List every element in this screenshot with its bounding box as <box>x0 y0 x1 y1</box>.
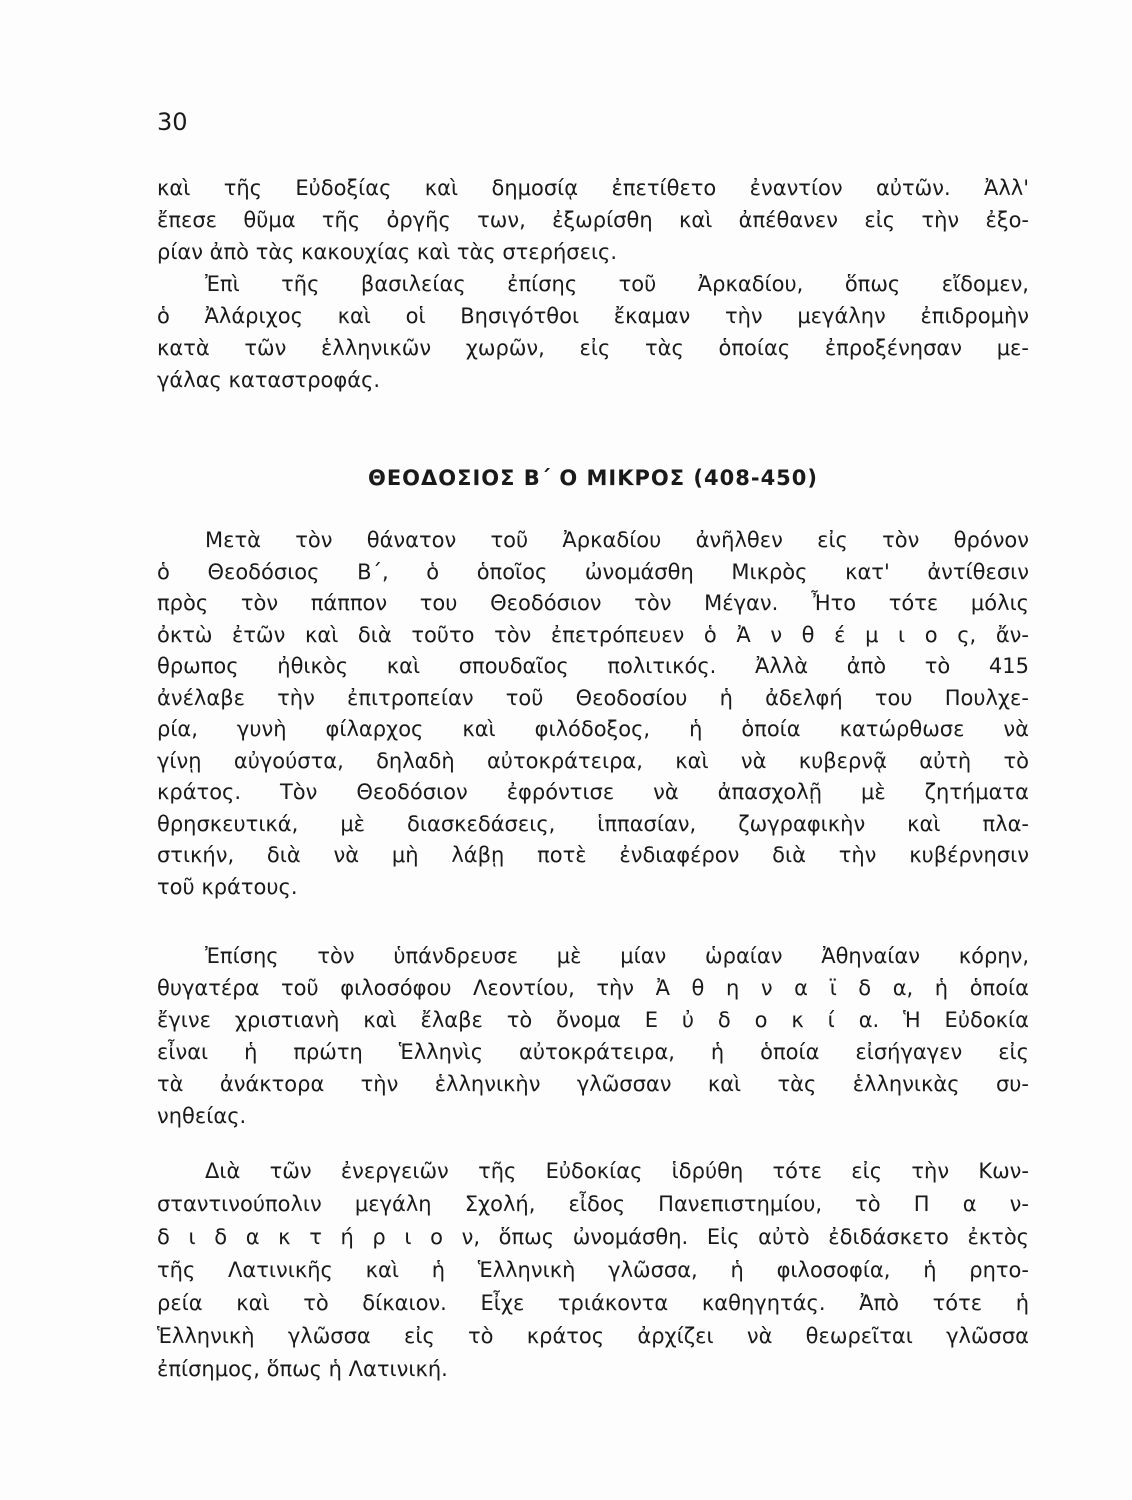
text-line: ρεία καὶ τὸ δίκαιον. Εἶχε τριάκοντα καθηγητάς. Ἀπὸ τότε ἡ <box>157 1291 1029 1315</box>
text-line: Ἑλληνικὴ γλῶσσα εἰς τὸ κράτος ἀρχίζει νὰ θεωρεῖται γλῶσσα <box>157 1324 1029 1348</box>
text-line: ρία, γυνὴ φίλαρχος καὶ φιλόδοξος, ἡ ὁποία κατώρθωσε νὰ <box>157 717 1029 741</box>
text-line: καὶ τῆς Εὐδοξίας καὶ δημοσίᾳ ἐπετίθετο ἐναντίον αὐτῶν. Ἀλλ' <box>157 176 1029 200</box>
text-line: Ἐπίσης τὸν ὑπάνδρευσε μὲ μίαν ὡραίαν Ἀθηναίαν κόρην, <box>205 944 1029 968</box>
text-line: ἐπίσημος, ὅπως ἡ Λατινική. <box>157 1357 448 1381</box>
text-line: τοῦ κράτους. <box>157 874 298 899</box>
text-line: πρὸς τὸν πάππον του Θεοδόσιον τὸν Μέγαν. Ἦτο τότε μόλις <box>157 591 1029 615</box>
text-line: ρίαν ἀπὸ τὰς κακουχίας καὶ τὰς στερήσεις. <box>157 240 618 264</box>
text-line: στικήν, διὰ νὰ μὴ λάβῃ ποτὲ ἐνδιαφέρον διὰ τὴν κυβέρνησιν <box>157 843 1029 867</box>
text-line: θρωπος ἠθικὸς καὶ σπουδαῖος πολιτικός. Ἀλλὰ ἀπὸ τὸ 415 <box>157 654 1029 678</box>
section-heading: ΘΕΟΔΟΣΙΟΣ Β΄ Ο ΜΙΚΡΟΣ (408-450) <box>367 466 819 490</box>
text-line: τὰ ἀνάκτορα τὴν ἑλληνικὴν γλῶσσαν καὶ τὰς ἑλληνικὰς συ- <box>157 1072 1029 1096</box>
text-line: ἔπεσε θῦμα τῆς ὀργῆς των, ἐξωρίσθη καὶ ἀπέθανεν εἰς τὴν ἐξο- <box>157 208 1029 232</box>
text-line: κράτος. Τὸν Θεοδόσιον ἐφρόντισε νὰ ἀπασχολῇ μὲ ζητήματα <box>157 780 1029 804</box>
text-line: ὁ Θεοδόσιος Β΄, ὁ ὁποῖος ὠνομάσθη Μικρὸς κατ' ἀντίθεσιν <box>157 559 1029 584</box>
text-line: Διὰ τῶν ἐνεργειῶν τῆς Εὐδοκίας ἱδρύθη τότε εἰς τὴν Κων- <box>205 1159 1029 1183</box>
text-line: γάλας καταστροφάς. <box>157 368 381 392</box>
text-line: θυγατέρα τοῦ φιλοσόφου Λεοντίου, τὴν Ἀ θ η ν α ϊ δ α, ἡ ὁποία <box>157 976 1029 1000</box>
paragraph-4 <box>157 940 1029 1132</box>
text-line: ἔγινε χριστιανὴ καὶ ἔλαβε τὸ ὄνομα Ε ὐ δ ο κ ί α. Ἡ Εὐδοκία <box>157 1008 1029 1032</box>
paragraph-1-and-2 <box>157 172 1029 396</box>
text-line: ὀκτὼ ἐτῶν καὶ διὰ τοῦτο τὸν ἐπετρόπευεν ὁ Ἀ ν θ έ μ ι ο ς, ἄν- <box>157 622 1029 647</box>
page-number: 30 <box>157 108 188 136</box>
text-line: Μετὰ τὸν θάνατον τοῦ Ἀρκαδίου ἀνῆλθεν εἰς τὸν θρόνον <box>205 528 1029 552</box>
text-line: σταντινούπολιν μεγάλη Σχολή, εἶδος Πανεπιστημίου, τὸ Π α ν- <box>157 1192 1029 1216</box>
text-line: ὁ Ἀλάριχος καὶ οἱ Βησιγότθοι ἔκαμαν τὴν μεγάλην ἐπιδρομὴν <box>157 304 1029 328</box>
text-line: δ ι δ α κ τ ή ρ ι ο ν, ὅπως ὠνομάσθη. Εἰς αὐτὸ ἐδιδάσκετο ἐκτὸς <box>157 1225 1029 1249</box>
text-line: κατὰ τῶν ἑλληνικῶν χωρῶν, εἰς τὰς ὁποίας ἐπροξένησαν με- <box>157 336 1029 360</box>
paragraph-5 <box>157 1155 1029 1386</box>
text-line: θρησκευτικά, μὲ διασκεδάσεις, ἱππασίαν, ζωγραφικὴν καὶ πλα- <box>157 811 1029 836</box>
text-line: γίνῃ αὐγούστα, δηλαδὴ αὐτοκράτειρα, καὶ νὰ κυβερνᾷ αὐτὴ τὸ <box>157 748 1029 773</box>
text-line: ἀνέλαβε τὴν ἐπιτροπείαν τοῦ Θεοδοσίου ἡ ἀδελφή του Πουλχε- <box>157 685 1029 710</box>
text-line: νηθείας. <box>157 1104 247 1128</box>
text-line: εἶναι ἡ πρώτη Ἑλληνὶς αὐτοκράτειρα, ἡ ὁποία εἰσήγαγεν εἰς <box>157 1040 1029 1064</box>
text-line: Ἐπὶ τῆς βασιλείας ἐπίσης τοῦ Ἀρκαδίου, ὅπως εἴδομεν, <box>205 272 1029 296</box>
text-line: τῆς Λατινικῆς καὶ ἡ Ἑλληνικὴ γλῶσσα, ἡ φιλοσοφία, ἡ ρητο- <box>157 1258 1029 1282</box>
paragraph-3 <box>157 525 1029 903</box>
